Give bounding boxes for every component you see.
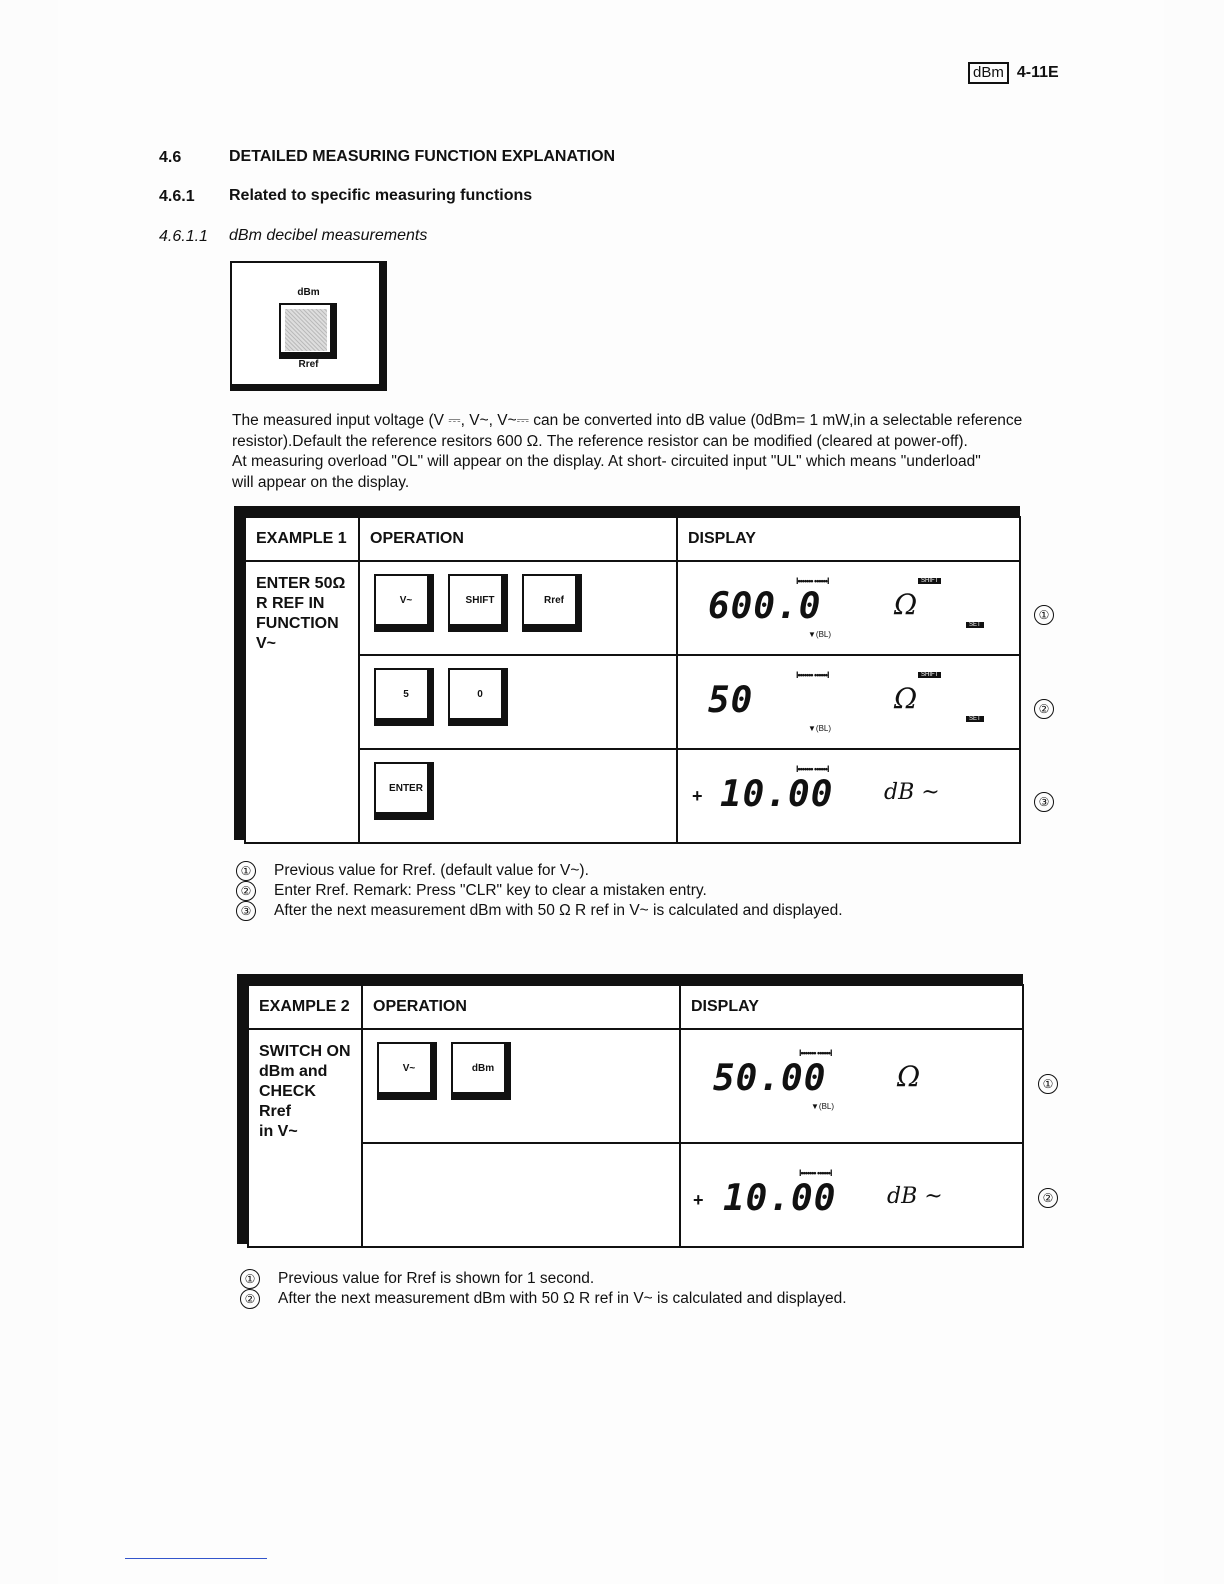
lcd-unit: Ω	[894, 588, 918, 621]
operation-cell	[359, 749, 677, 843]
note: ① Previous value for Rref is shown for 1 second.	[240, 1269, 847, 1289]
row-marker: ②	[1038, 1188, 1058, 1208]
example2-notes	[240, 1269, 847, 1309]
example2-table	[247, 984, 1024, 1248]
display-cell	[680, 1029, 1023, 1143]
row-marker: ①	[1034, 605, 1054, 625]
bargraph: I••••••• ••••••I	[796, 764, 829, 774]
lcd-reading: 50.00	[713, 1058, 827, 1099]
display-cell	[677, 655, 1020, 749]
shift-annunciator: SHIFT	[918, 578, 941, 584]
section-title: DETAILED MEASURING FUNCTION EXPLANATION	[229, 148, 616, 165]
lcd-unit: Ω	[894, 682, 918, 715]
operation-header: OPERATION	[362, 985, 680, 1029]
lcd-reading: 50	[708, 680, 754, 721]
description-line: in V~	[259, 1123, 298, 1140]
description-line: FUNCTION	[256, 615, 339, 632]
lcd-reading: 10.00	[720, 774, 834, 815]
description-line: V~	[256, 635, 277, 652]
note: ① Previous value for Rref. (default value for V~).	[236, 861, 843, 881]
paragraph-line: At measuring overload "OL" will appear on the display. At short- circuited input "UL" which means "underload"	[232, 453, 981, 470]
dbm-key[interactable]: dBm	[451, 1042, 511, 1100]
bargraph: I••••••• ••••••I	[796, 670, 829, 680]
operation-cell	[362, 1029, 680, 1143]
bl-indicator: ▼(BL)	[808, 724, 832, 733]
page-header	[968, 62, 1059, 84]
row-marker: ③	[1034, 792, 1054, 812]
footer-rule	[125, 1558, 267, 1559]
description-paragraph	[232, 411, 1082, 493]
subsection-number: 4.6.1	[159, 188, 195, 205]
paragraph-line: will appear on the display.	[232, 473, 410, 491]
note: ③ After the next measurement dBm with 50 Ω R ref in V~ is calculated and displayed.	[236, 901, 843, 921]
note: ② After the next measurement dBm with 50 Ω R ref in V~ is calculated and displayed.	[240, 1289, 847, 1309]
dbm-badge: dBm	[968, 62, 1009, 84]
lcd-reading: 10.00	[723, 1178, 837, 1219]
lcd-sign: +	[693, 1190, 704, 1210]
example-description	[245, 561, 359, 843]
lcd-unit: dB ~	[884, 780, 940, 805]
shift-key[interactable]: SHIFT	[448, 574, 508, 632]
key-top-label: dBm	[297, 287, 320, 298]
display-cell	[677, 561, 1020, 655]
operation-header: OPERATION	[359, 517, 677, 561]
lcd-reading: 600.0	[708, 586, 822, 627]
subsubsection-number: 4.6.1.1	[159, 228, 208, 245]
description-line: CHECK	[259, 1083, 316, 1100]
bl-indicator: ▼(BL)	[808, 630, 832, 639]
example-header: EXAMPLE 1	[245, 517, 359, 561]
bargraph: I••••••• ••••••I	[796, 576, 829, 586]
set-annunciator: SET	[966, 716, 984, 722]
bargraph: I••••••• ••••••I	[799, 1168, 832, 1178]
operation-cell	[359, 561, 677, 655]
row-marker: ②	[1034, 699, 1054, 719]
operation-cell	[359, 655, 677, 749]
dbm-rref-key-illustration	[230, 261, 387, 391]
row-marker: ①	[1038, 1074, 1058, 1094]
section-number: 4.6	[159, 149, 182, 166]
subsubsection-title: dBm decibel measurements	[229, 227, 428, 244]
enter-key[interactable]: ENTER	[374, 762, 434, 820]
v-ac-key[interactable]: V~	[377, 1042, 437, 1100]
display-header: DISPLAY	[680, 985, 1023, 1029]
paragraph-line: The measured input voltage (V ⎓, V~, V~⎓ can be converted into dB value (0dBm= 1 mW,in a selectable reference	[232, 412, 1023, 429]
page-code: 4-11E	[1016, 64, 1059, 81]
digit-5-key[interactable]: 5	[374, 668, 434, 726]
rref-key[interactable]: Rref	[522, 574, 582, 632]
bl-indicator: ▼(BL)	[811, 1102, 835, 1111]
key-bottom-label: Rref	[298, 359, 319, 370]
set-annunciator: SET	[966, 622, 984, 628]
lcd-unit: dB ~	[887, 1184, 943, 1209]
lcd-unit: Ω	[897, 1060, 921, 1093]
shift-annunciator: SHIFT	[918, 672, 941, 678]
subsection-title: Related to specific measuring functions	[229, 187, 533, 204]
v-ac-key[interactable]: V~	[374, 574, 434, 632]
display-cell	[680, 1143, 1023, 1247]
key-cap	[279, 303, 337, 359]
example1-table	[244, 516, 1021, 844]
display-cell	[677, 749, 1020, 843]
example1-notes	[236, 861, 843, 921]
example-description	[248, 1029, 362, 1247]
digit-0-key[interactable]: 0	[448, 668, 508, 726]
description-line: Rref	[259, 1103, 292, 1120]
display-header: DISPLAY	[677, 517, 1020, 561]
paragraph-line: resistor).Default the reference resitors 600 Ω. The reference resistor can be modified (cleared at power-off).	[232, 432, 968, 450]
description-line: SWITCH ON	[259, 1043, 351, 1060]
description-line: ENTER 50Ω	[256, 575, 346, 592]
lcd-sign: +	[692, 786, 703, 806]
bargraph: I••••••• ••••••I	[799, 1048, 832, 1058]
description-line: dBm and	[259, 1063, 328, 1080]
operation-cell	[362, 1143, 680, 1247]
note: ② Enter Rref. Remark: Press "CLR" key to clear a mistaken entry.	[236, 881, 843, 901]
description-line: R REF IN	[256, 595, 325, 612]
example-header: EXAMPLE 2	[248, 985, 362, 1029]
